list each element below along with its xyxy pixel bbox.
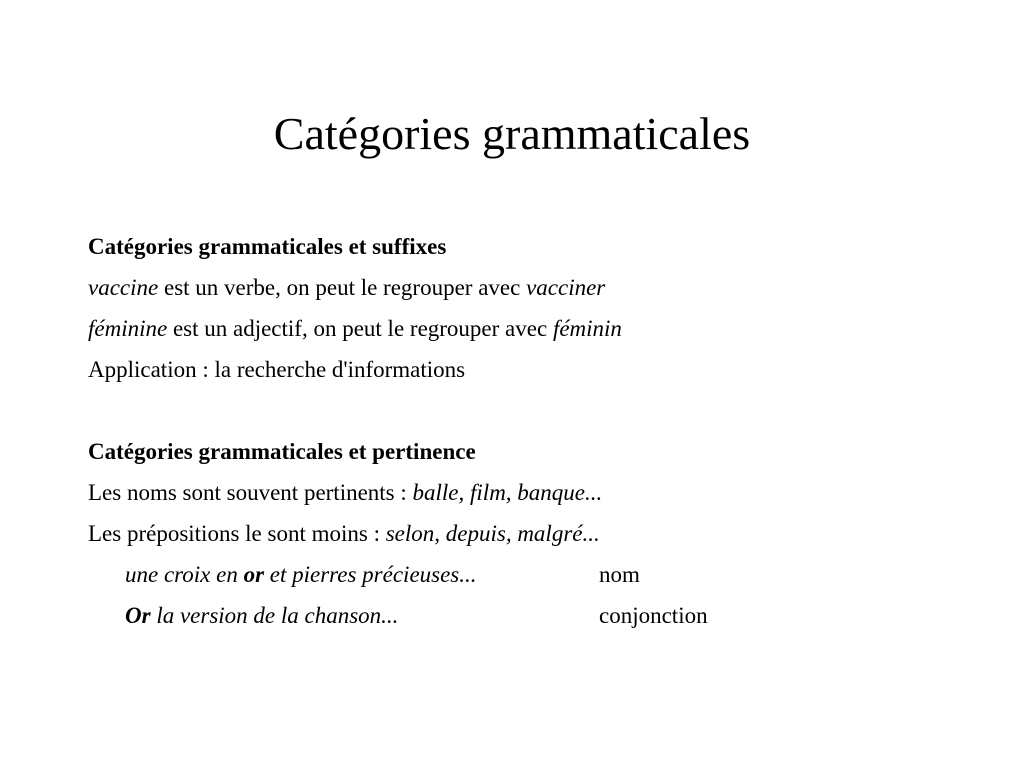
slide-title: Catégories grammaticales <box>273 108 751 159</box>
word-feminin: féminin <box>552 316 622 341</box>
section-gap <box>88 390 988 431</box>
text-line-prepositions <box>88 513 988 554</box>
text-feminine-explanation: est un adjectif, on peut le regrouper avec <box>167 316 553 341</box>
example-category-conjonction: conjonction <box>599 603 708 628</box>
section-heading-pertinence: Catégories grammaticales et pertinence <box>88 439 476 464</box>
example-before: une croix en <box>125 562 244 587</box>
word-vaccine: vaccine <box>88 275 159 300</box>
example-key-Or: Or <box>125 603 151 628</box>
example-row-conjonction <box>88 595 988 636</box>
slide-body <box>88 226 988 636</box>
example-sentence-version <box>125 595 599 636</box>
text-noms: Les noms sont souvent pertinents : <box>88 480 413 505</box>
text-vaccine-explanation: est un verbe, on peut le regrouper avec <box>158 275 527 300</box>
text-line-feminine <box>88 308 988 349</box>
example-key-or: or <box>243 562 265 587</box>
example-row-nom <box>88 554 988 595</box>
example-sentence-croix <box>125 554 599 595</box>
section-heading-suffixes: Catégories grammaticales et suffixes <box>88 234 447 259</box>
word-feminine: féminine <box>88 316 168 341</box>
text-prepositions: Les prépositions le sont moins : <box>88 521 386 546</box>
text-line-noms <box>88 472 988 513</box>
example-after: et pierres précieuses... <box>264 562 477 587</box>
examples-prepositions: selon, depuis, malgré... <box>385 521 600 546</box>
examples-noms: balle, film, banque... <box>412 480 603 505</box>
example-after: la version de la chanson... <box>150 603 399 628</box>
text-line-vaccine <box>88 267 988 308</box>
text-line-application: Application : la recherche d'informations <box>88 357 466 382</box>
example-category-nom: nom <box>599 562 640 587</box>
word-vacciner: vacciner <box>526 275 606 300</box>
